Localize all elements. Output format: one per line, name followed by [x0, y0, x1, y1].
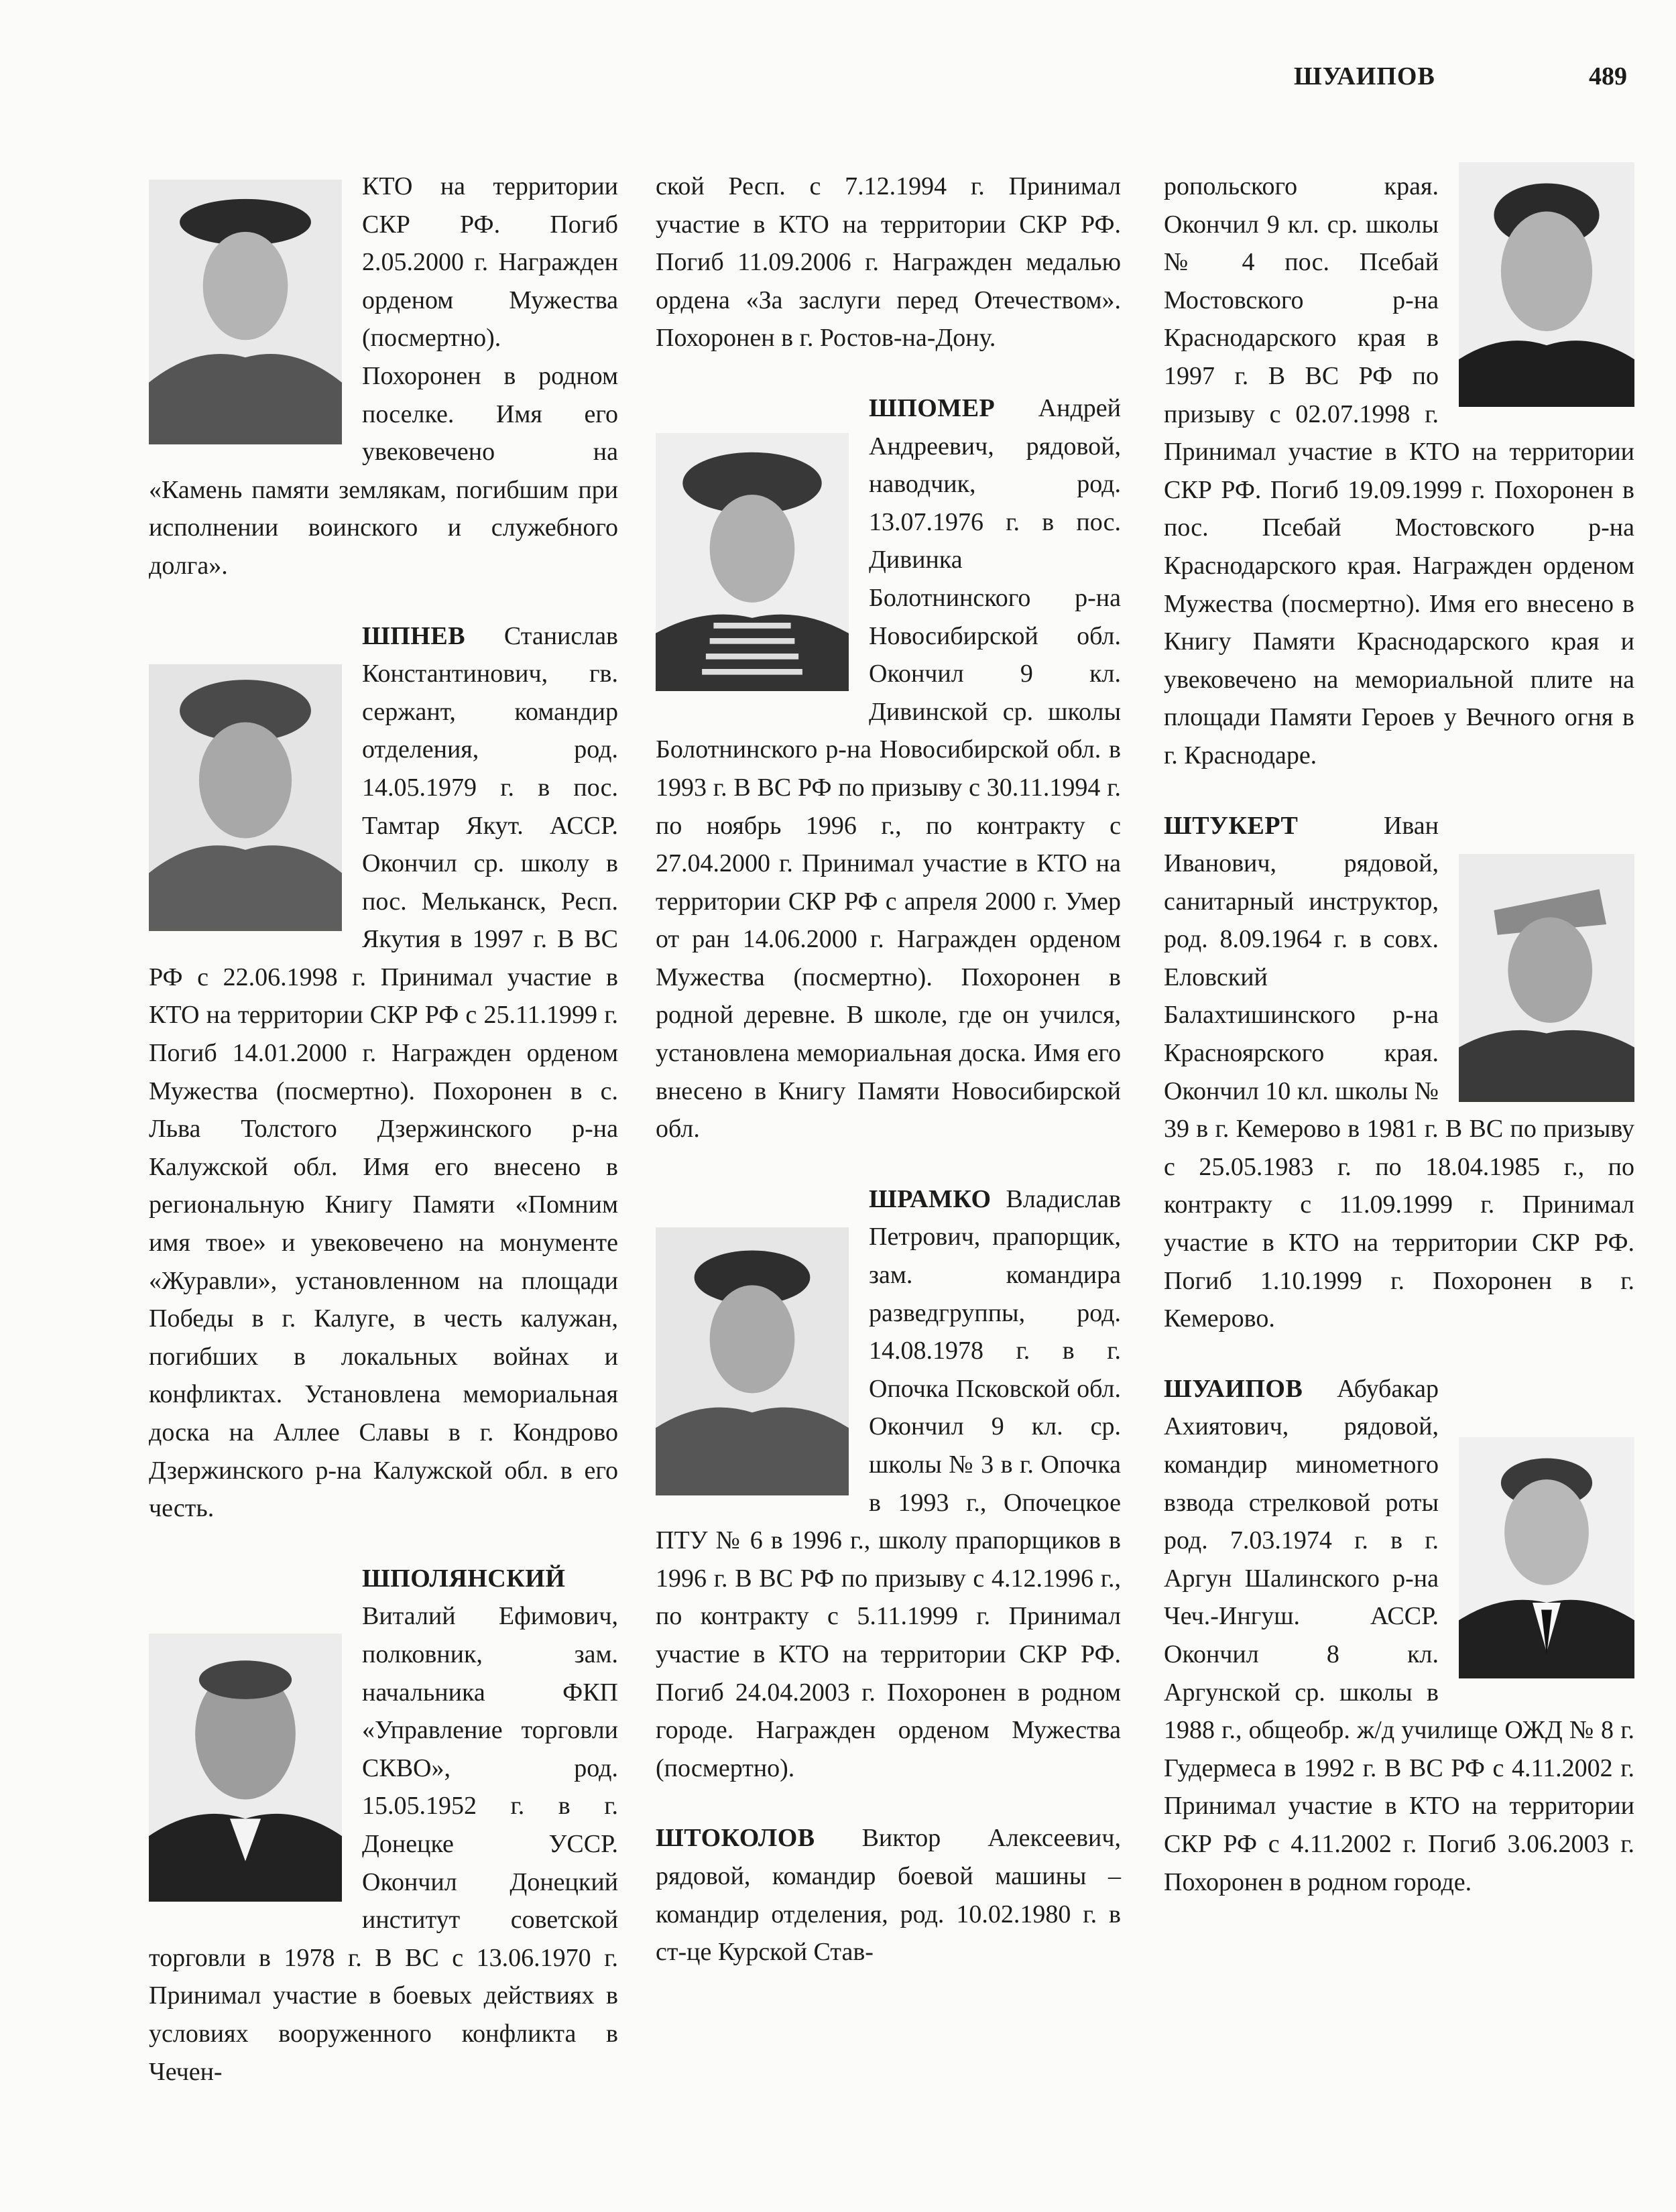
paragraph-text: ропольского края. Окончил 9 кл. ср. школы № 4 пос. Псебай Мостовского р-на Краснодарского края в 1997 г. В ВС РФ по призыву с 02.07.1998 г. Принимал участие в КТО на территории СКР РФ. Погиб 19.09.1999 г. Похоронен в пос. Псебай Мостовского р-на Краснодарского края. Награжден орденом Мужества (посмертно). Имя его внесено в Книгу Памяти Краснодарского края и увековечено на мемориальной плите на площади Памяти Героев у Вечного огня в г. Краснодаре.	[1164, 172, 1634, 770]
portrait-photo	[656, 433, 849, 691]
paragraph-text: КТО на территории СКР РФ. Погиб 2.05.2000 г. Награжден орденом Мужества (посмертно). Похоронен в родном поселке. Имя его увековечено на «Камень памяти землякам, погибшим при исполнении воинского и служебного долга».	[149, 172, 618, 580]
entry-surname: ШПОЛЯНСКИЙ	[362, 1564, 566, 1593]
paragraph-text: Виктор Алексеевич, рядовой, командир боевой машины – командир отделения, род. 10.02.1980 г. в ст-це Курской Став-	[656, 1824, 1121, 1967]
entry-continuation	[149, 168, 618, 585]
column-2	[656, 168, 1121, 1971]
portrait-photo	[149, 664, 342, 931]
paragraph-text: Иван Иванович, рядовой, санитарный инструктор, род. 8.09.1964 г. в совх. Еловский Балахтишинского р-на Красноярского края. Окончил 10 кл. школы № 39 в г. Кемерово в 1981 г. В ВС по призыву с 25.05.1983 г. по 18.04.1985 г., по контракту с 11.09.1999 г. Принимал участие в КТО на территории СКР РФ. Погиб 1.10.1999 г. Похоронен в г. Кемерово.	[1164, 811, 1634, 1333]
portrait-photo	[656, 1227, 849, 1495]
paragraph-text: Абубакар Ахиятович, рядовой, командир минометного взвода стрелковой роты род. 7.03.1974 г. в г. Аргун Шалинского р-на Чеч.-Ингуш. АССР. Окончил 8 кл. Аргунской ср. школы в 1988 г., общеобр. ж/д училище ОЖД № 8 г. Гудермеса в 1992 г. В ВС РФ с 4.11.2002 г. Принимал участие в КТО на территории СКР РФ с 4.11.2002 г. Погиб 3.06.2003 г. Похоронен в родном городе.	[1164, 1374, 1634, 1896]
entry-continuation	[1164, 168, 1634, 775]
column-1	[149, 168, 618, 2091]
portrait-photo	[149, 1634, 342, 1902]
portrait-photo	[1459, 162, 1634, 407]
paragraph-text: Станислав Константинович, гв. сержант, командир отделения, род. 14.05.1979 г. в пос. Тамтар Якут. АССР. Окончил ср. школу в пос. Мельканск, Респ. Якутия в 1997 г. В ВС РФ с 22.06.1998 г. Принимал участие в КТО на территории СКР РФ с 25.11.1999 г. Погиб 14.01.2000 г. Награжден орденом Мужества (посмертно). Похоронен в с. Льва Толстого Дзержинского р-на Калужской обл. Имя его внесено в региональную Книгу Памяти «Помним имя твое» и увековечено на монументе «Журавли», установленном на площади Победы в г. Калуге, в честь калужан, погибших в локальных войнах и конфликтах. Установлена мемориальная доска на Аллее Славы в г. Кондрово Дзержинского р-на Калужской обл. в его честь.	[149, 621, 618, 1523]
biography-entry	[1164, 807, 1634, 1338]
portrait-photo	[1459, 1437, 1634, 1678]
entry-surname: ШТОКОЛОВ	[656, 1824, 815, 1853]
entry-surname: ШПОМЕР	[869, 393, 996, 422]
paragraph-text: Владислав Петрович, прапорщик, зам. командира разведгруппы, род. 14.08.1978 г. в г. Опочка Псковской обл. Окончил 9 кл. ср. школы № 3 в г. Опочка в 1993 г., Опочецкое ПТУ № 6 в 1996 г., школу прапорщиков в 1996 г. В ВС РФ по призыву с 4.12.1996 г., по контракту с 5.11.1999 г. Принимал участие в КТО на территории СКР РФ. Погиб 24.04.2003 г. Похоронен в родном городе. Награжден орденом Мужества (посмертно).	[656, 1184, 1121, 1782]
paragraph-text: Андрей Андреевич, рядовой, наводчик, род. 13.07.1976 г. в пос. Дивинка Болотнинского р-на Новосибирской обл. Окончил 9 кл. Дивинской ср. школы Болотнинского р-на Новосибирской обл. в 1993 г. В ВС РФ по призыву с 30.11.1994 г. по ноябрь 1996 г., по контракту с 27.04.2000 г. Принимал участие в КТО на территории СКР РФ с апреля 2000 г. Умер от ран 14.06.2000 г. Награжден орденом Мужества (посмертно). Похоронен в родной деревне. В школе, где он учился, установлена мемориальная доска. Имя его внесено в Книгу Памяти Новосибирской обл.	[656, 393, 1121, 1144]
biography-entry	[656, 1819, 1121, 1971]
portrait-photo	[1459, 854, 1634, 1102]
entry-surname: ШТУКЕРТ	[1164, 811, 1299, 840]
biography-entry	[656, 1180, 1121, 1788]
portrait-photo	[149, 180, 342, 444]
running-head: ШУАИПОВ	[1294, 62, 1435, 90]
biography-entry	[149, 617, 618, 1528]
biography-entry	[149, 1560, 618, 2091]
page-number: 489	[1589, 62, 1627, 90]
entry-surname: ШРАМКО	[869, 1184, 992, 1213]
column-3	[1164, 168, 1634, 1901]
entry-continuation	[656, 168, 1121, 357]
entry-surname: ШПНЕВ	[362, 621, 466, 650]
entry-surname: ШУАИПОВ	[1164, 1374, 1303, 1403]
biography-entry	[656, 389, 1121, 1148]
biography-entry	[1164, 1370, 1634, 1901]
paragraph-text: ской Респ. с 7.12.1994 г. Принимал участие в КТО на территории СКР РФ. Погиб 11.09.2006 г. Награжден медалью ордена «За заслуги перед Отечеством». Похоронен в г. Ростов-на-Дону.	[656, 172, 1121, 353]
paragraph-text: Виталий Ефимович, полковник, зам. начальника ФКП «Управление торговли СКВО», род. 15.05.1952 г. в г. Донецке УССР. Окончил Донецкий институт советской торговли в 1978 г. В ВС с 13.06.1970 г. Принимал участие в боевых действиях в условиях вооруженного конфликта в Чечен-	[149, 1602, 618, 2086]
